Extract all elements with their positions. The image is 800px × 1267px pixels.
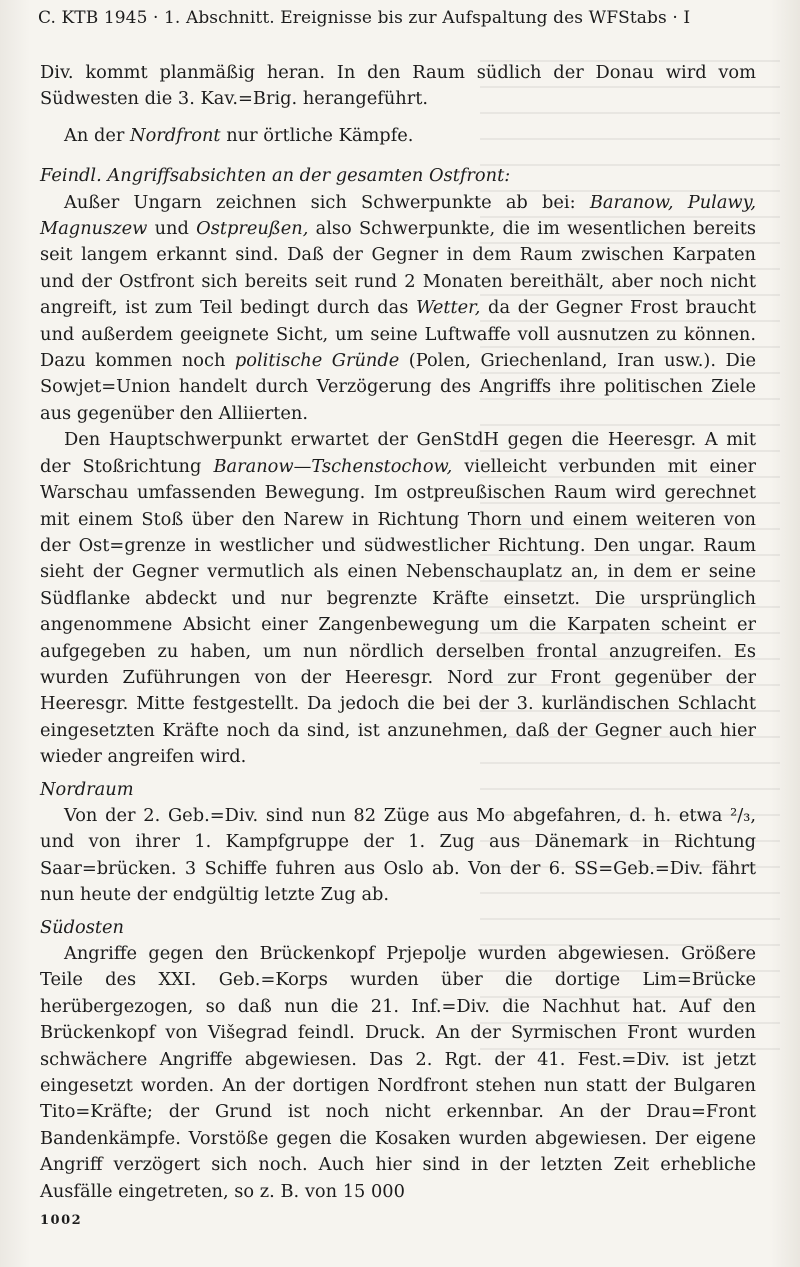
emphasis-nordfront: Nordfront [130, 124, 221, 146]
paragraph-nordfront: An der Nordfront nur örtliche Kämpfe. [64, 124, 414, 146]
running-header: C. KTB 1945 · 1. Abschnitt. Ereignisse bis zur Aufspaltung des WFStabs · I [38, 8, 691, 28]
paragraph-nordraum: Von der 2. Geb.=Div. sind nun 82 Züge aus Mo abgefahren, d. h. etwa ²/₃, und von ihrer 1. Kampfgruppe der 1. Zug aus Dänemark in Richtung Saar=brücken. 3 Schiffe fuhren aus Oslo ab. Von der 6. SS=Geb.=Div. fährt nun heute der endgültig letzte Zug ab. [40, 804, 756, 906]
paragraph-continuation: Div. kommt planmäßig heran. In den Raum südlich der Donau wird vom Südwesten die 3. Kav.=Brig. herangeführt. [40, 62, 756, 110]
paragraph-hauptschwerpunkt: Den Hauptschwerpunkt erwartet der GenStdH gegen die Heeresgr. A mit der Stoßrichtung Baranow—Tschenstochow, vielleicht verbunden mit einer Warschau umfassenden Bewegung. Im ostpreußischen Raum wird gerechnet mit einem Stoß über den Narew in Richtung Thorn und einem weiteren von der Ost=grenze in westlicher und südwestlicher Richtung. Den ungar. Raum sieht der Gegner vermutlich als einen Nebenschauplatz an, in dem er seine Südflanke abdeckt und nur begrenzte Kräfte einsetzt. Die ursprünglich angenommene Absicht einer Zangenbewegung um die Karpaten scheint er aufgegeben zu haben, um nun nördlich derselben frontal anzugreifen. Es wurden Zuführungen von der Heeresgr. Nord zur Front gegenüber der Heeresgr. Mitte festgestellt. Da jedoch die bei der 3. kurländischen Schlacht eingesetzten Kräfte noch da sind, ist anzunehmen, daß der Gegner auch hier wieder angreifen wird. [40, 429, 756, 768]
page-number: 1002 [40, 1213, 83, 1228]
section-heading-suedosten: Südosten [40, 916, 124, 938]
paragraph-suedosten: Angriffe gegen den Brückenkopf Prjepolje wurden abgewiesen. Größere Teile des XXI. Geb.=Korps wurden über die dortige Lim=Brücke herübergezogen, so daß nun die 21. Inf.=Div. die Nachhut hat. Auf den Brückenkopf von Višegrad feindl. Druck. An der Syrmischen Front wurden schwächere Angriffe abgewiesen. Das 2. Rgt. der 41. Fest.=Div. ist jetzt eingesetzt worden. An der dortigen Nordfront stehen nun statt der Bulgaren Tito=Kräfte; der Grund ist noch nicht erkennbar. An der Drau=Front Bandenkämpfe. Vorstöße gegen die Kosaken wurden abgewiesen. Der eigene Angriff verzögert sich noch. Auch hier sind in der letzten Zeit erhebliche Ausfälle eingetreten, so z. B. von 15 000 [40, 943, 756, 1202]
paragraph-schwerpunkte: Außer Ungarn zeichnen sich Schwerpunkte ab bei: Baranow, Pulawy, Magnuszew und Ostpreußen, also Schwerpunkte, die im wesentlichen bereits seit langem erkannt sind. Daß der Gegner in dem Raum zwischen Karpaten und der Ostfront sich bereits seit rund 2 Monaten bereithält, aber noch nicht angreift, ist zum Teil bedingt durch das Wetter, da der Gegner Frost braucht und außerdem geeignete Sicht, um seine Luftwaffe voll ausnutzen zu können. Dazu kommen noch politische Gründe (Polen, Griechenland, Iran usw.). Die Sowjet=Union handelt durch Verzögerung des Angriffs ihre politischen Ziele aus gegenüber den Alliierten. [40, 191, 756, 424]
section-heading-nordraum: Nordraum [40, 778, 134, 800]
page-body [40, 60, 756, 1205]
section-heading-feindl: Feindl. Angriffsabsichten an der gesamten Ostfront: [40, 165, 511, 187]
